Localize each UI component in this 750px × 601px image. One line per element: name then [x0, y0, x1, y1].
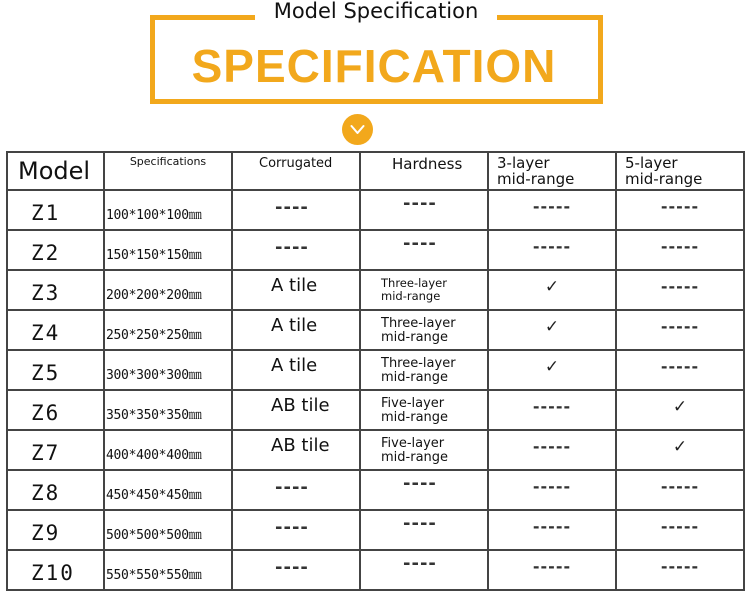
model-cell: Z9 [7, 510, 104, 550]
model-cell: Z3 [7, 270, 104, 310]
three-layer-cell [488, 470, 616, 510]
table-row [7, 230, 744, 270]
five-layer-cell [616, 390, 744, 430]
five-layer-value: ----- [660, 237, 700, 256]
hardness-cell [360, 550, 488, 590]
table-row [7, 350, 744, 390]
size-cell: 550*550*550㎜ [104, 550, 232, 590]
hardness-value: ---- [403, 193, 437, 214]
corrugated-cell [232, 550, 360, 590]
hardness-value: ---- [403, 473, 437, 494]
hardness-line2: mid-range [381, 450, 449, 465]
three-layer-cell [488, 510, 616, 550]
table-row [7, 310, 744, 350]
table-header-row [7, 152, 744, 190]
checkmark-icon: ✓ [672, 397, 688, 417]
corrugated-cell [232, 230, 360, 270]
page-subtitle: Model Specification [273, 0, 479, 23]
three-layer-value: ----- [532, 197, 572, 216]
corrugated-cell: A tile [232, 270, 360, 310]
five-layer-value: ----- [660, 517, 700, 536]
header-model: Model [7, 152, 104, 190]
model-cell: Z7 [7, 430, 104, 470]
size-cell: 200*200*200㎜ [104, 270, 232, 310]
three-layer-cell [488, 350, 616, 390]
hardness-line1: Three-layer [381, 276, 447, 290]
model-cell: Z4 [7, 310, 104, 350]
corrugated-cell: AB tile [232, 390, 360, 430]
corrugated-value: ---- [275, 197, 309, 218]
corrugated-value: ---- [275, 517, 309, 538]
hardness-cell [360, 310, 488, 350]
model-cell: Z6 [7, 390, 104, 430]
table-row [7, 550, 744, 590]
corrugated-cell [232, 470, 360, 510]
size-cell: 150*150*150㎜ [104, 230, 232, 270]
chevron-down-icon [342, 114, 373, 145]
size-cell: 250*250*250㎜ [104, 310, 232, 350]
three-layer-value: ----- [532, 237, 572, 256]
five-layer-value: ----- [660, 477, 700, 496]
five-layer-cell [616, 350, 744, 390]
three-layer-value: ----- [532, 437, 572, 456]
hardness-cell [360, 430, 488, 470]
five-layer-value: ----- [660, 317, 700, 336]
hardness-line2: mid-range [381, 330, 449, 345]
hardness-cell [360, 230, 488, 270]
header-five-layer-line2: mid-range [625, 170, 703, 188]
hardness-line1: Three-layer [381, 316, 456, 331]
header-five-layer-line1: 5-layer [625, 154, 678, 172]
corrugated-cell: A tile [232, 310, 360, 350]
header-corrugated: Corrugated [232, 152, 360, 190]
hardness-cell [360, 390, 488, 430]
hardness-line2: mid-range [381, 410, 449, 425]
five-layer-cell [616, 310, 744, 350]
size-cell: 350*350*350㎜ [104, 390, 232, 430]
checkmark-icon: ✓ [672, 437, 688, 457]
five-layer-cell [616, 430, 744, 470]
hardness-cell [360, 470, 488, 510]
size-cell: 100*100*100㎜ [104, 190, 232, 230]
checkmark-icon: ✓ [544, 277, 560, 297]
header-three-layer [488, 152, 616, 190]
hardness-cell [360, 350, 488, 390]
corrugated-cell: A tile [232, 350, 360, 390]
corrugated-cell: AB tile [232, 430, 360, 470]
size-cell: 400*400*400㎜ [104, 430, 232, 470]
header-frame-top-left [150, 15, 255, 20]
hardness-line1: Five-layer [381, 436, 445, 451]
table-row [7, 390, 744, 430]
table-row [7, 430, 744, 470]
five-layer-value: ----- [660, 557, 700, 576]
hardness-line2: mid-range [381, 289, 441, 303]
size-cell: 450*450*450㎜ [104, 470, 232, 510]
table-row [7, 270, 744, 310]
header-frame-top-right [497, 15, 598, 20]
model-cell: Z5 [7, 350, 104, 390]
corrugated-cell [232, 190, 360, 230]
five-layer-value: ----- [660, 357, 700, 376]
table-row [7, 470, 744, 510]
three-layer-value: ----- [532, 397, 572, 416]
table-row [7, 510, 744, 550]
page-title: SPECIFICATION [191, 40, 557, 92]
three-layer-value: ----- [532, 517, 572, 536]
five-layer-cell [616, 190, 744, 230]
hardness-cell [360, 270, 488, 310]
model-cell: Z2 [7, 230, 104, 270]
three-layer-cell [488, 270, 616, 310]
five-layer-cell [616, 270, 744, 310]
size-cell: 500*500*500㎜ [104, 510, 232, 550]
hardness-value: ---- [403, 513, 437, 534]
specification-table [6, 151, 745, 591]
three-layer-value: ----- [532, 557, 572, 576]
five-layer-value: ----- [660, 197, 700, 216]
hardness-line2: mid-range [381, 370, 449, 385]
three-layer-cell [488, 550, 616, 590]
model-cell: Z8 [7, 470, 104, 510]
hardness-line1: Three-layer [381, 356, 456, 371]
five-layer-cell [616, 230, 744, 270]
corrugated-cell [232, 510, 360, 550]
three-layer-cell [488, 310, 616, 350]
size-cell: 300*300*300㎜ [104, 350, 232, 390]
header-five-layer [616, 152, 744, 190]
three-layer-cell [488, 390, 616, 430]
three-layer-cell [488, 430, 616, 470]
header-three-layer-line1: 3-layer [497, 154, 550, 172]
hardness-cell [360, 190, 488, 230]
five-layer-value: ----- [660, 277, 700, 296]
checkmark-icon: ✓ [544, 357, 560, 377]
corrugated-value: ---- [275, 557, 309, 578]
hardness-line1: Five-layer [381, 396, 445, 411]
hardness-cell [360, 510, 488, 550]
header-hardness: Hardness [360, 152, 488, 190]
three-layer-value: ----- [532, 477, 572, 496]
table-row [7, 190, 744, 230]
five-layer-cell [616, 470, 744, 510]
three-layer-cell [488, 230, 616, 270]
header-specifications: Specifications [104, 152, 232, 190]
three-layer-cell [488, 190, 616, 230]
five-layer-cell [616, 510, 744, 550]
hardness-value: ---- [403, 553, 437, 574]
corrugated-value: ---- [275, 237, 309, 258]
five-layer-cell [616, 550, 744, 590]
checkmark-icon: ✓ [544, 317, 560, 337]
hardness-value: ---- [403, 233, 437, 254]
header-three-layer-line2: mid-range [497, 170, 575, 188]
corrugated-value: ---- [275, 477, 309, 498]
model-cell: Z1 [7, 190, 104, 230]
model-cell: Z10 [7, 550, 104, 590]
